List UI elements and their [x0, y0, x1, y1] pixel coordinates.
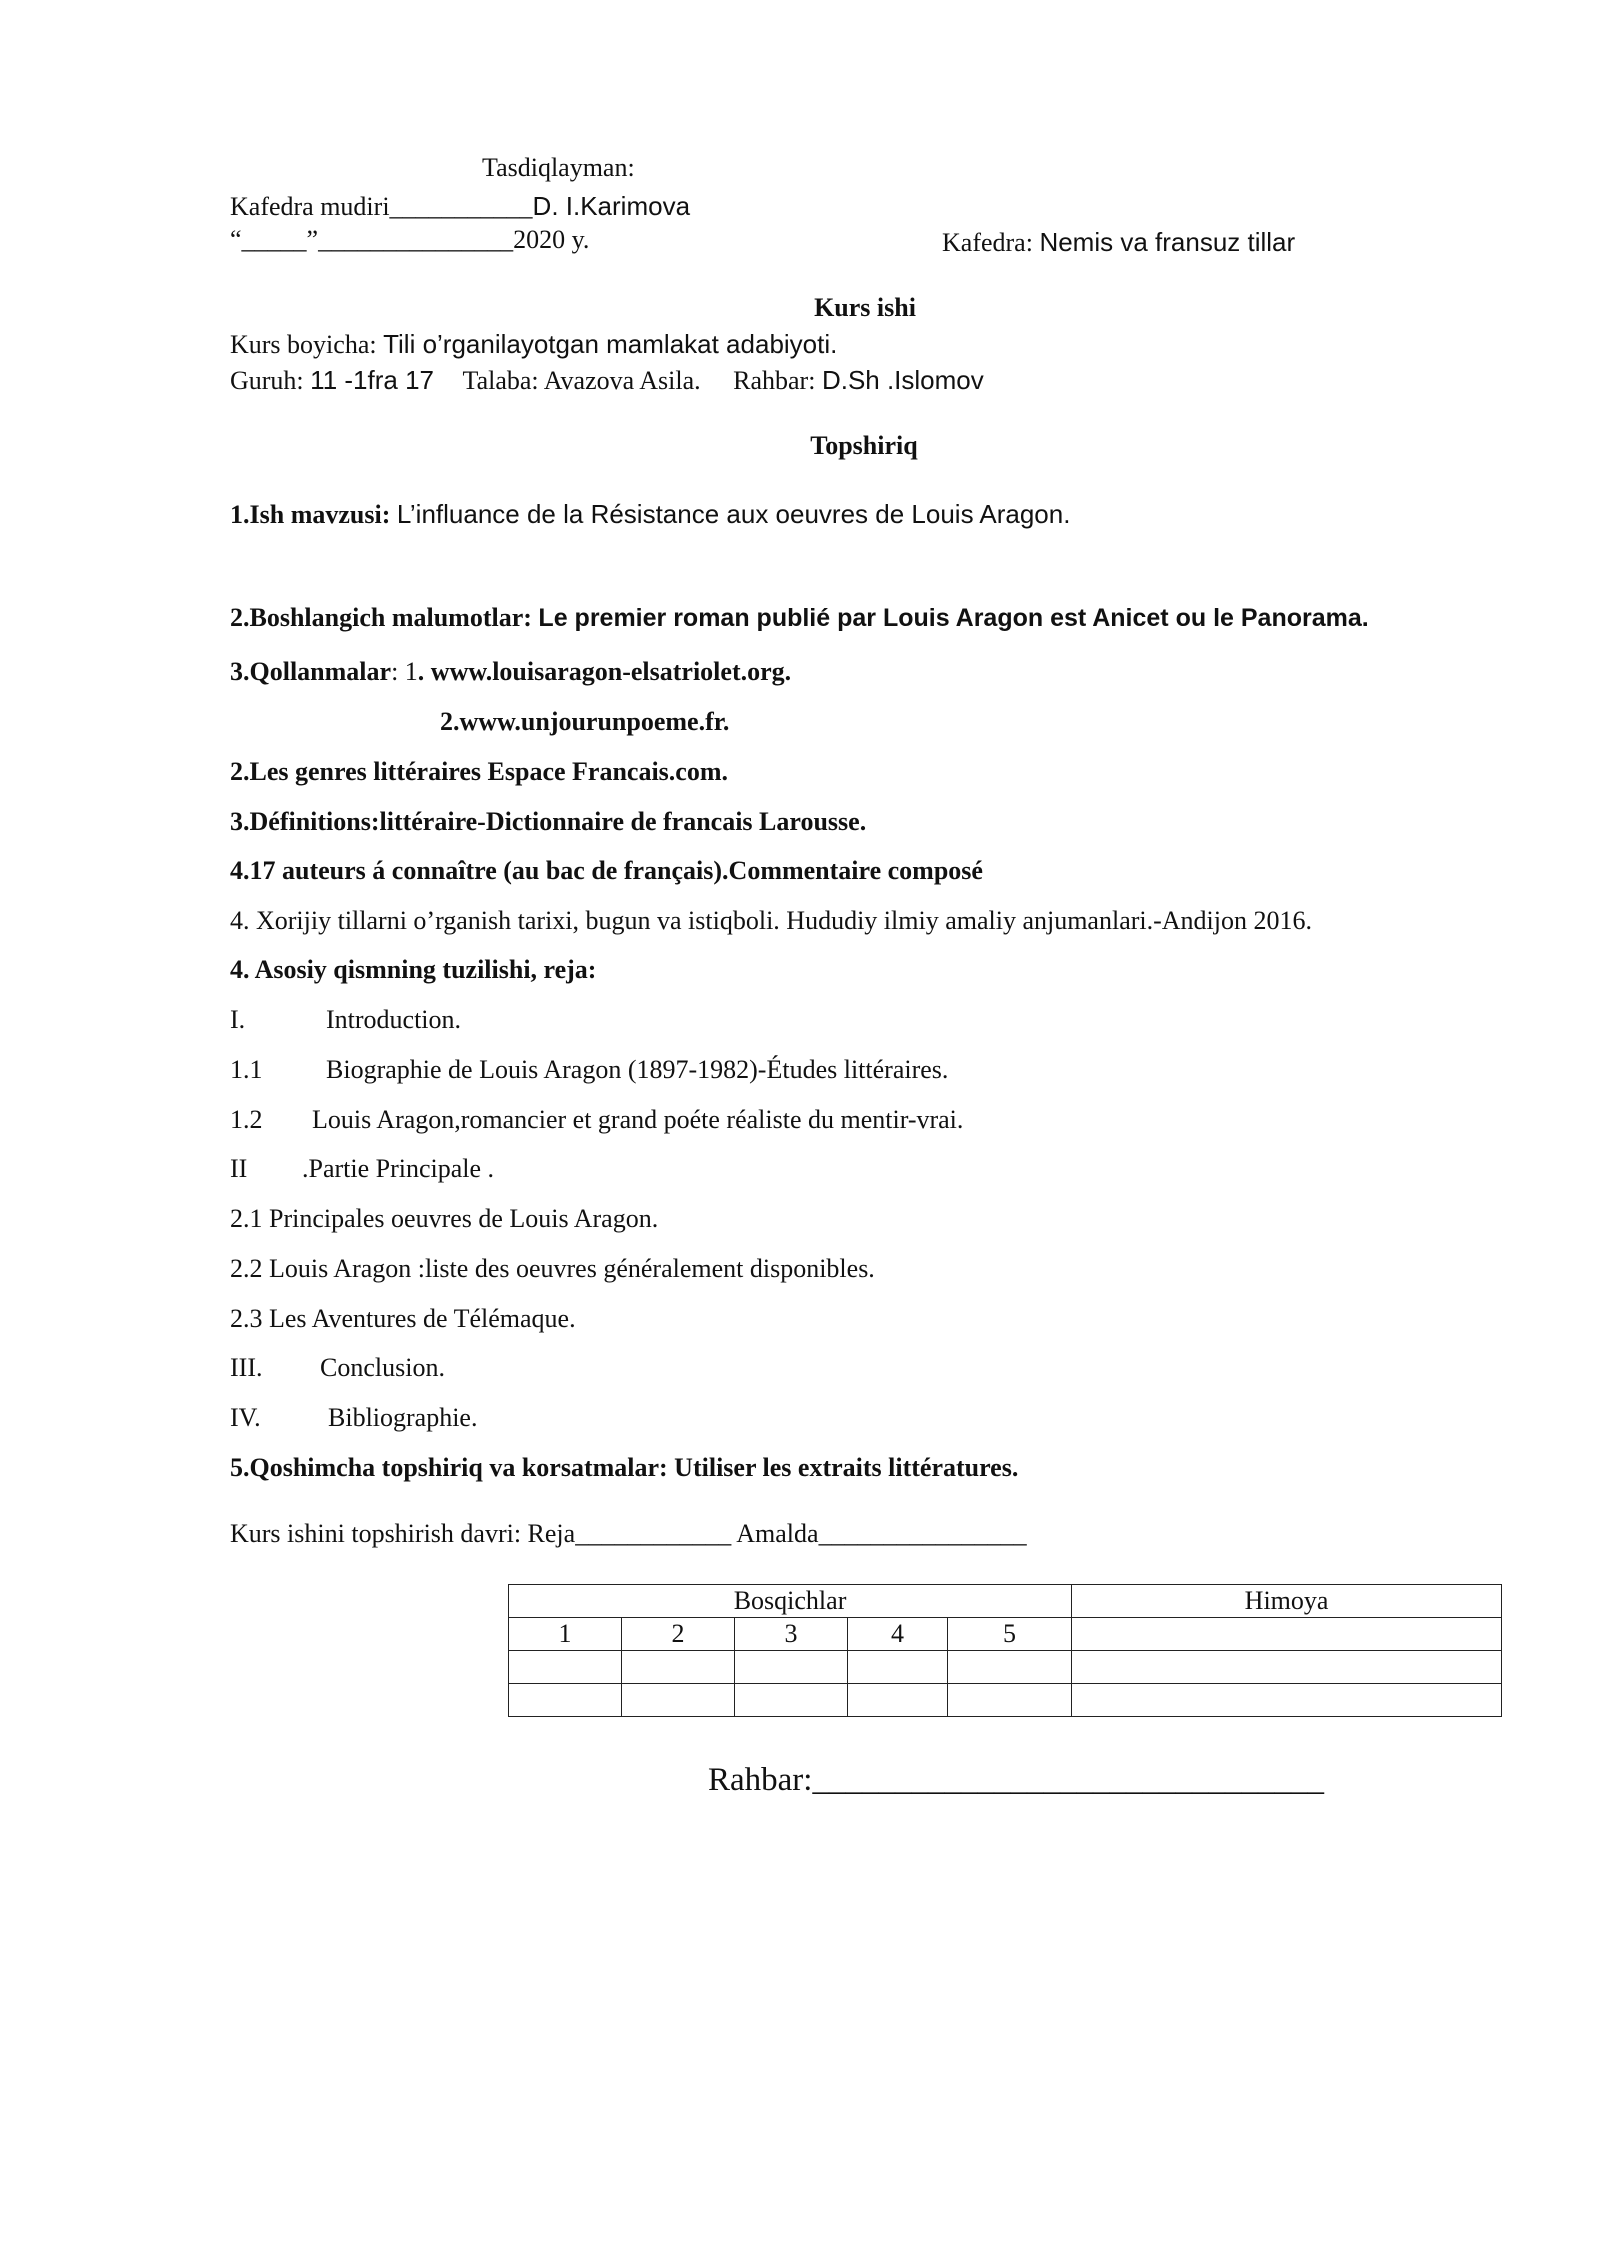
stage-number: 1 [509, 1618, 622, 1651]
plan-item-number: I. [230, 1005, 246, 1034]
group-line [230, 364, 984, 397]
course-label: Kurs boyicha: [230, 330, 377, 359]
plan-item-text: Louis Aragon,romancier et grand poéte réaliste du mentir-vrai. [312, 1105, 964, 1134]
item-1-label: 1.Ish mavzusi: [230, 500, 391, 529]
department-head-name: D. I.Karimova [532, 191, 691, 221]
supervisor-label: Rahbar: [733, 366, 816, 395]
stages-table [508, 1584, 1502, 1717]
plan-item-text: Biographie de Louis Aragon (1897-1982)-Études littéraires. [326, 1055, 949, 1084]
resource-4: 3.Définitions:littéraire-Dictionnaire de francais Larousse. [230, 807, 867, 836]
supervisor-signature-line: Rahbar:_______________________________ [708, 1762, 1324, 1798]
department-label: Kafedra: [942, 228, 1033, 257]
resource-3: 2.Les genres littéraires Espace Francais.com. [230, 757, 728, 786]
plan-item [230, 1104, 963, 1136]
table-cell[interactable] [948, 1684, 1072, 1717]
plan-item-text: .Partie Principale . [302, 1154, 495, 1183]
department-head-line [230, 190, 690, 223]
plan-item [230, 1004, 461, 1036]
table-cell[interactable] [1072, 1684, 1502, 1717]
defense-cell[interactable] [1072, 1618, 1502, 1651]
supervisor-name: D.Sh .Islomov [821, 365, 984, 395]
student-name: Talaba: Avazova Asila. [462, 366, 701, 395]
plan-item: 2.3 Les Aventures de Télémaque. [230, 1304, 576, 1333]
item-2-label: 2.Boshlangich malumotlar: [230, 603, 532, 632]
plan-item-text: Conclusion. [320, 1353, 445, 1382]
approval-date-line: “_____”_______________2020 y. [230, 225, 590, 254]
stage-number: 4 [848, 1618, 948, 1651]
item-2-text: Le premier roman publié par Louis Aragon est Anicet ou le Panorama. [538, 604, 1369, 632]
approval-label: Tasdiqlayman: [482, 153, 635, 182]
item-3-label: 3.Qollanmalar [230, 657, 392, 686]
item-1 [230, 498, 1070, 531]
table-cell[interactable] [735, 1651, 848, 1684]
plan-item [230, 1402, 477, 1434]
table-cell[interactable] [948, 1651, 1072, 1684]
stage-number: 3 [735, 1618, 848, 1651]
department-head-label: Kafedra mudiri___________ [230, 192, 533, 221]
table-cell[interactable] [622, 1651, 735, 1684]
task-title: Topshiriq [810, 431, 918, 460]
table-cell[interactable] [848, 1684, 948, 1717]
stage-number: 5 [948, 1618, 1072, 1651]
plan-item [230, 1352, 445, 1384]
stage-number: 2 [622, 1618, 735, 1651]
resource-6: 4. Xorijiy tillarni o’rganish tarixi, bugun va istiqboli. Hududiy ilmiy amaliy anjumanlari.-Andijon 2016. [230, 906, 1312, 935]
table-cell[interactable] [509, 1684, 622, 1717]
course-name: Tili o’rganilayotgan mamlakat adabiyoti. [383, 329, 838, 359]
plan-item-number: III. [230, 1353, 263, 1382]
defense-header: Himoya [1072, 1585, 1502, 1618]
table-cell[interactable] [848, 1651, 948, 1684]
plan-item-text: Introduction. [326, 1005, 462, 1034]
table-cell[interactable] [509, 1651, 622, 1684]
item-3-text: . www.louisaragon-elsatriolet.org. [417, 657, 792, 686]
table-cell[interactable] [1072, 1651, 1502, 1684]
plan-item-number: IV. [230, 1403, 261, 1432]
plan-item: 2.2 Louis Aragon :liste des oeuvres généralement disponibles. [230, 1254, 875, 1283]
resource-2: 2.www.unjourunpoeme.fr. [440, 707, 730, 736]
document-title: Kurs ishi [814, 293, 916, 322]
plan-item-text: Bibliographie. [328, 1403, 478, 1432]
table-cell[interactable] [622, 1684, 735, 1717]
deadline-line: Kurs ishini topshirish davri: Reja____________ Amalda________________ [230, 1519, 1027, 1548]
stages-header: Bosqichlar [509, 1585, 1072, 1618]
item-2 [230, 602, 1369, 634]
plan-item [230, 1054, 948, 1086]
item-3-colon: : 1 [391, 657, 418, 686]
plan-item-number: II [230, 1154, 248, 1183]
item-1-text: L’influance de la Résistance aux oeuvres de Louis Aragon. [396, 499, 1071, 529]
department-line [942, 226, 1295, 259]
item-3 [230, 656, 791, 688]
course-line [230, 328, 837, 361]
plan-item [230, 1153, 494, 1185]
plan-item: 2.1 Principales oeuvres de Louis Aragon. [230, 1204, 659, 1233]
resource-5: 4.17 auteurs á connaître (au bac de français).Commentaire composé [230, 856, 983, 885]
table-cell[interactable] [735, 1684, 848, 1717]
group-label: Guruh: [230, 366, 304, 395]
plan-item-number: 1.1 [230, 1055, 263, 1084]
item-5: 5.Qoshimcha topshiriq va korsatmalar: Utiliser les extraits littératures. [230, 1453, 1019, 1482]
plan-title: 4. Asosiy qismning tuzilishi, reja: [230, 955, 597, 984]
department-name: Nemis va fransuz tillar [1039, 227, 1296, 257]
group-value: 11 -1fra 17 [310, 365, 434, 395]
plan-item-number: 1.2 [230, 1105, 263, 1134]
